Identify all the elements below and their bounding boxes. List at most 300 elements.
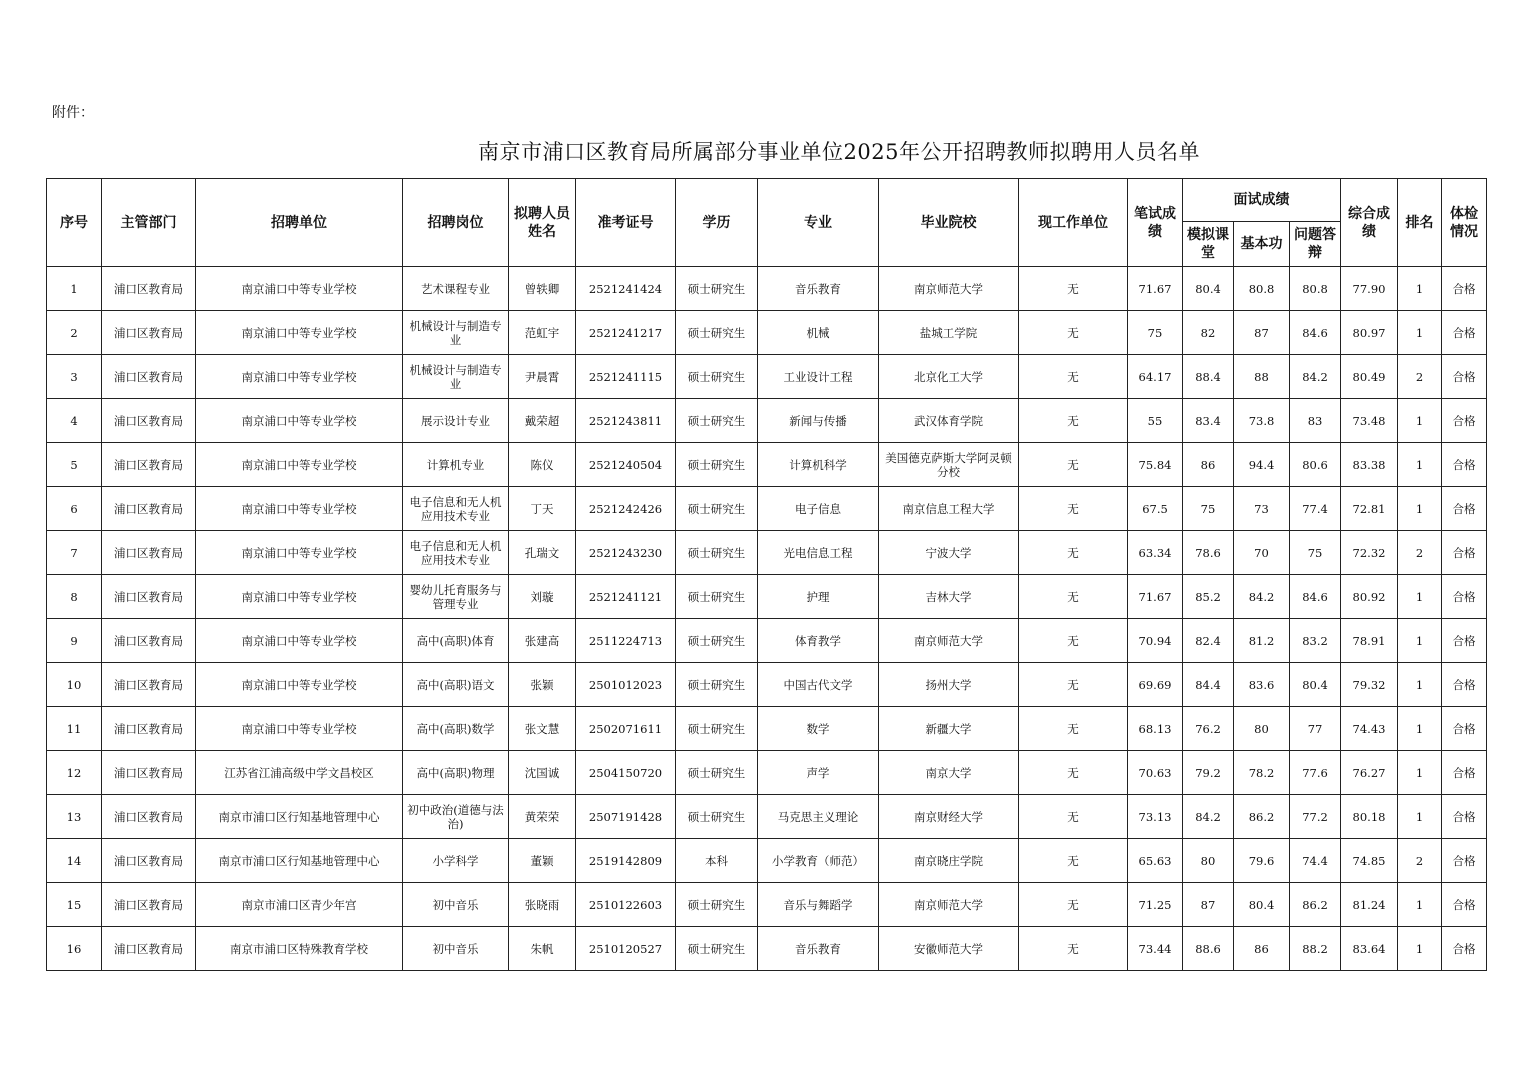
cell-medical: 合格: [1442, 487, 1487, 531]
cell-exam-no: 2511224713: [576, 619, 676, 663]
cell-medical: 合格: [1442, 663, 1487, 707]
cell-unit: 南京浦口中等专业学校: [196, 311, 403, 355]
cell-written: 68.13: [1128, 707, 1183, 751]
cell-unit: 南京浦口中等专业学校: [196, 663, 403, 707]
cell-department: 浦口区教育局: [102, 267, 196, 311]
cell-unit: 南京浦口中等专业学校: [196, 619, 403, 663]
cell-exam-no: 2507191428: [576, 795, 676, 839]
cell-education: 硕士研究生: [676, 355, 758, 399]
cell-position: 高中(高职)数学: [403, 707, 509, 751]
cell-position: 初中音乐: [403, 883, 509, 927]
header-basic: 基本功: [1234, 222, 1290, 267]
cell-mock-class: 76.2: [1183, 707, 1234, 751]
cell-position: 机械设计与制造专业: [403, 311, 509, 355]
cell-employer: 无: [1019, 311, 1128, 355]
cell-school: 盐城工学院: [879, 311, 1019, 355]
cell-position: 高中(高职)物理: [403, 751, 509, 795]
cell-written: 67.5: [1128, 487, 1183, 531]
cell-mock-class: 88.4: [1183, 355, 1234, 399]
cell-major: 机械: [758, 311, 879, 355]
cell-mock-class: 75: [1183, 487, 1234, 531]
table-row: [47, 399, 1487, 443]
cell-qa: 84.6: [1290, 311, 1341, 355]
header-school: 毕业院校: [879, 179, 1019, 267]
cell-major: 音乐教育: [758, 267, 879, 311]
cell-medical: 合格: [1442, 751, 1487, 795]
cell-mock-class: 80: [1183, 839, 1234, 883]
cell-major: 马克思主义理论: [758, 795, 879, 839]
cell-total: 83.64: [1341, 927, 1398, 971]
cell-written: 65.63: [1128, 839, 1183, 883]
table-row: [47, 795, 1487, 839]
cell-exam-no: 2521243230: [576, 531, 676, 575]
cell-school: 南京大学: [879, 751, 1019, 795]
cell-rank: 1: [1398, 443, 1442, 487]
cell-mock-class: 84.2: [1183, 795, 1234, 839]
cell-index: 13: [47, 795, 102, 839]
cell-rank: 1: [1398, 927, 1442, 971]
cell-department: 浦口区教育局: [102, 663, 196, 707]
cell-qa: 77.2: [1290, 795, 1341, 839]
cell-written: 75.84: [1128, 443, 1183, 487]
table-row: [47, 751, 1487, 795]
cell-employer: 无: [1019, 575, 1128, 619]
cell-unit: 南京浦口中等专业学校: [196, 267, 403, 311]
cell-index: 15: [47, 883, 102, 927]
cell-department: 浦口区教育局: [102, 619, 196, 663]
table-row: [47, 575, 1487, 619]
cell-school: 南京师范大学: [879, 883, 1019, 927]
cell-total: 72.81: [1341, 487, 1398, 531]
header-total: 综合成绩: [1341, 179, 1398, 267]
cell-total: 80.97: [1341, 311, 1398, 355]
cell-name: 戴荣超: [509, 399, 576, 443]
cell-department: 浦口区教育局: [102, 707, 196, 751]
cell-written: 75: [1128, 311, 1183, 355]
cell-medical: 合格: [1442, 795, 1487, 839]
header-education: 学历: [676, 179, 758, 267]
cell-major: 音乐教育: [758, 927, 879, 971]
header-medical: 体检情况: [1442, 179, 1487, 267]
cell-basic: 88: [1234, 355, 1290, 399]
cell-education: 硕士研究生: [676, 443, 758, 487]
cell-medical: 合格: [1442, 927, 1487, 971]
cell-employer: 无: [1019, 487, 1128, 531]
cell-mock-class: 85.2: [1183, 575, 1234, 619]
cell-employer: 无: [1019, 267, 1128, 311]
cell-qa: 84.2: [1290, 355, 1341, 399]
cell-index: 5: [47, 443, 102, 487]
cell-mock-class: 86: [1183, 443, 1234, 487]
cell-department: 浦口区教育局: [102, 399, 196, 443]
cell-index: 3: [47, 355, 102, 399]
cell-education: 硕士研究生: [676, 795, 758, 839]
cell-name: 沈国诚: [509, 751, 576, 795]
cell-basic: 80.8: [1234, 267, 1290, 311]
cell-unit: 南京浦口中等专业学校: [196, 487, 403, 531]
cell-unit: 南京浦口中等专业学校: [196, 399, 403, 443]
cell-index: 7: [47, 531, 102, 575]
cell-rank: 1: [1398, 399, 1442, 443]
cell-department: 浦口区教育局: [102, 487, 196, 531]
header-employer: 现工作单位: [1019, 179, 1128, 267]
cell-rank: 2: [1398, 839, 1442, 883]
cell-written: 70.63: [1128, 751, 1183, 795]
cell-basic: 86.2: [1234, 795, 1290, 839]
cell-medical: 合格: [1442, 575, 1487, 619]
cell-total: 80.18: [1341, 795, 1398, 839]
cell-employer: 无: [1019, 355, 1128, 399]
cell-name: 尹晨霄: [509, 355, 576, 399]
cell-total: 76.27: [1341, 751, 1398, 795]
header-interview: 面试成绩: [1183, 179, 1341, 222]
cell-exam-no: 2521242426: [576, 487, 676, 531]
cell-employer: 无: [1019, 619, 1128, 663]
page-title-text: 南京市浦口区教育局所属部分事业单位2025年公开招聘教师拟聘用人员名单: [478, 140, 1200, 164]
cell-major: 新闻与传播: [758, 399, 879, 443]
cell-employer: 无: [1019, 399, 1128, 443]
table-row: [47, 927, 1487, 971]
cell-medical: 合格: [1442, 839, 1487, 883]
cell-employer: 无: [1019, 883, 1128, 927]
table-row: [47, 443, 1487, 487]
cell-school: 安徽师范大学: [879, 927, 1019, 971]
cell-total: 72.32: [1341, 531, 1398, 575]
page-title: [0, 136, 1528, 166]
cell-department: 浦口区教育局: [102, 311, 196, 355]
cell-qa: 80.4: [1290, 663, 1341, 707]
cell-total: 81.24: [1341, 883, 1398, 927]
cell-mock-class: 82: [1183, 311, 1234, 355]
cell-written: 71.67: [1128, 575, 1183, 619]
cell-position: 初中音乐: [403, 927, 509, 971]
cell-basic: 73.8: [1234, 399, 1290, 443]
cell-medical: 合格: [1442, 311, 1487, 355]
cell-major: 音乐与舞蹈学: [758, 883, 879, 927]
cell-position: 初中政治(道德与法治): [403, 795, 509, 839]
table-row: [47, 531, 1487, 575]
cell-name: 曾轶卿: [509, 267, 576, 311]
cell-total: 77.90: [1341, 267, 1398, 311]
cell-exam-no: 2521241424: [576, 267, 676, 311]
cell-employer: 无: [1019, 531, 1128, 575]
cell-school: 扬州大学: [879, 663, 1019, 707]
header-index: 序号: [47, 179, 102, 267]
cell-index: 14: [47, 839, 102, 883]
cell-department: 浦口区教育局: [102, 795, 196, 839]
cell-position: 婴幼儿托育服务与管理专业: [403, 575, 509, 619]
cell-rank: 1: [1398, 751, 1442, 795]
cell-qa: 84.6: [1290, 575, 1341, 619]
cell-name: 刘璇: [509, 575, 576, 619]
cell-basic: 79.6: [1234, 839, 1290, 883]
cell-name: 张颖: [509, 663, 576, 707]
cell-employer: 无: [1019, 663, 1128, 707]
cell-school: 武汉体育学院: [879, 399, 1019, 443]
cell-name: 陈仪: [509, 443, 576, 487]
cell-name: 张晓雨: [509, 883, 576, 927]
roster-body: [47, 267, 1487, 971]
cell-unit: 南京浦口中等专业学校: [196, 443, 403, 487]
cell-qa: 88.2: [1290, 927, 1341, 971]
cell-position: 机械设计与制造专业: [403, 355, 509, 399]
cell-total: 78.91: [1341, 619, 1398, 663]
table-row: [47, 487, 1487, 531]
cell-exam-no: 2521240504: [576, 443, 676, 487]
cell-written: 71.67: [1128, 267, 1183, 311]
cell-unit: 南京浦口中等专业学校: [196, 531, 403, 575]
cell-mock-class: 84.4: [1183, 663, 1234, 707]
cell-education: 硕士研究生: [676, 531, 758, 575]
cell-department: 浦口区教育局: [102, 839, 196, 883]
cell-exam-no: 2521241217: [576, 311, 676, 355]
header-row-top: [47, 179, 1487, 222]
cell-education: 硕士研究生: [676, 663, 758, 707]
cell-written: 69.69: [1128, 663, 1183, 707]
cell-department: 浦口区教育局: [102, 443, 196, 487]
cell-medical: 合格: [1442, 399, 1487, 443]
cell-basic: 80: [1234, 707, 1290, 751]
cell-written: 71.25: [1128, 883, 1183, 927]
cell-rank: 1: [1398, 311, 1442, 355]
cell-total: 74.85: [1341, 839, 1398, 883]
cell-major: 中国古代文学: [758, 663, 879, 707]
cell-major: 光电信息工程: [758, 531, 879, 575]
cell-unit: 南京市浦口区行知基地管理中心: [196, 795, 403, 839]
cell-department: 浦口区教育局: [102, 751, 196, 795]
cell-index: 2: [47, 311, 102, 355]
cell-education: 硕士研究生: [676, 927, 758, 971]
cell-employer: 无: [1019, 927, 1128, 971]
cell-written: 73.44: [1128, 927, 1183, 971]
header-mock-class: 模拟课堂: [1183, 222, 1234, 267]
cell-name: 黄荣荣: [509, 795, 576, 839]
cell-written: 64.17: [1128, 355, 1183, 399]
cell-unit: 南京浦口中等专业学校: [196, 575, 403, 619]
cell-education: 硕士研究生: [676, 487, 758, 531]
cell-education: 硕士研究生: [676, 575, 758, 619]
cell-exam-no: 2504150720: [576, 751, 676, 795]
cell-education: 硕士研究生: [676, 267, 758, 311]
cell-unit: 南京浦口中等专业学校: [196, 355, 403, 399]
cell-medical: 合格: [1442, 883, 1487, 927]
cell-name: 朱帆: [509, 927, 576, 971]
header-name: 拟聘人员姓名: [509, 179, 576, 267]
cell-mock-class: 87: [1183, 883, 1234, 927]
cell-school: 南京师范大学: [879, 619, 1019, 663]
cell-exam-no: 2501012023: [576, 663, 676, 707]
cell-position: 高中(高职)语文: [403, 663, 509, 707]
cell-school: 北京化工大学: [879, 355, 1019, 399]
cell-exam-no: 2521243811: [576, 399, 676, 443]
cell-basic: 83.6: [1234, 663, 1290, 707]
cell-school: 南京财经大学: [879, 795, 1019, 839]
cell-department: 浦口区教育局: [102, 531, 196, 575]
cell-name: 丁天: [509, 487, 576, 531]
cell-basic: 87: [1234, 311, 1290, 355]
cell-qa: 75: [1290, 531, 1341, 575]
cell-written: 73.13: [1128, 795, 1183, 839]
cell-unit: 江苏省江浦高级中学文昌校区: [196, 751, 403, 795]
cell-index: 4: [47, 399, 102, 443]
cell-rank: 1: [1398, 619, 1442, 663]
cell-medical: 合格: [1442, 619, 1487, 663]
cell-department: 浦口区教育局: [102, 575, 196, 619]
cell-school: 美国德克萨斯大学阿灵顿分校: [879, 443, 1019, 487]
table-row: [47, 707, 1487, 751]
cell-basic: 81.2: [1234, 619, 1290, 663]
cell-qa: 77.4: [1290, 487, 1341, 531]
cell-mock-class: 79.2: [1183, 751, 1234, 795]
cell-position: 电子信息和无人机应用技术专业: [403, 531, 509, 575]
cell-name: 孔瑞文: [509, 531, 576, 575]
cell-index: 10: [47, 663, 102, 707]
cell-exam-no: 2510122603: [576, 883, 676, 927]
cell-index: 8: [47, 575, 102, 619]
cell-major: 护理: [758, 575, 879, 619]
cell-basic: 94.4: [1234, 443, 1290, 487]
cell-total: 79.32: [1341, 663, 1398, 707]
cell-qa: 74.4: [1290, 839, 1341, 883]
cell-total: 73.48: [1341, 399, 1398, 443]
cell-exam-no: 2521241115: [576, 355, 676, 399]
cell-employer: 无: [1019, 795, 1128, 839]
cell-employer: 无: [1019, 443, 1128, 487]
cell-medical: 合格: [1442, 707, 1487, 751]
cell-mock-class: 88.6: [1183, 927, 1234, 971]
cell-basic: 78.2: [1234, 751, 1290, 795]
table-row: [47, 883, 1487, 927]
cell-exam-no: 2519142809: [576, 839, 676, 883]
cell-school: 南京晓庄学院: [879, 839, 1019, 883]
cell-employer: 无: [1019, 751, 1128, 795]
cell-major: 声学: [758, 751, 879, 795]
cell-education: 硕士研究生: [676, 311, 758, 355]
cell-basic: 84.2: [1234, 575, 1290, 619]
cell-department: 浦口区教育局: [102, 883, 196, 927]
table-row: [47, 267, 1487, 311]
header-position: 招聘岗位: [403, 179, 509, 267]
cell-unit: 南京市浦口区特殊教育学校: [196, 927, 403, 971]
cell-school: 新疆大学: [879, 707, 1019, 751]
cell-unit: 南京市浦口区青少年宫: [196, 883, 403, 927]
attachment-label: 附件：: [52, 105, 94, 121]
cell-medical: 合格: [1442, 443, 1487, 487]
cell-major: 计算机科学: [758, 443, 879, 487]
cell-position: 高中(高职)体育: [403, 619, 509, 663]
cell-medical: 合格: [1442, 267, 1487, 311]
cell-education: 本科: [676, 839, 758, 883]
cell-position: 展示设计专业: [403, 399, 509, 443]
cell-written: 55: [1128, 399, 1183, 443]
cell-index: 12: [47, 751, 102, 795]
cell-department: 浦口区教育局: [102, 355, 196, 399]
cell-education: 硕士研究生: [676, 883, 758, 927]
cell-rank: 1: [1398, 795, 1442, 839]
cell-rank: 1: [1398, 663, 1442, 707]
cell-qa: 77: [1290, 707, 1341, 751]
cell-unit: 南京市浦口区行知基地管理中心: [196, 839, 403, 883]
cell-index: 11: [47, 707, 102, 751]
cell-basic: 73: [1234, 487, 1290, 531]
cell-total: 74.43: [1341, 707, 1398, 751]
cell-qa: 80.6: [1290, 443, 1341, 487]
cell-employer: 无: [1019, 839, 1128, 883]
cell-exam-no: 2521241121: [576, 575, 676, 619]
cell-basic: 70: [1234, 531, 1290, 575]
cell-name: 张文慧: [509, 707, 576, 751]
cell-qa: 86.2: [1290, 883, 1341, 927]
cell-major: 数学: [758, 707, 879, 751]
cell-medical: 合格: [1442, 355, 1487, 399]
cell-school: 南京信息工程大学: [879, 487, 1019, 531]
cell-qa: 83: [1290, 399, 1341, 443]
cell-mock-class: 82.4: [1183, 619, 1234, 663]
cell-index: 9: [47, 619, 102, 663]
cell-exam-no: 2502071611: [576, 707, 676, 751]
cell-name: 董颖: [509, 839, 576, 883]
cell-position: 计算机专业: [403, 443, 509, 487]
header-qa: 问题答辩: [1290, 222, 1341, 267]
table-row: [47, 839, 1487, 883]
cell-name: 范虹宇: [509, 311, 576, 355]
header-rank: 排名: [1398, 179, 1442, 267]
cell-employer: 无: [1019, 707, 1128, 751]
cell-rank: 2: [1398, 531, 1442, 575]
cell-education: 硕士研究生: [676, 399, 758, 443]
cell-position: 艺术课程专业: [403, 267, 509, 311]
table-row: [47, 663, 1487, 707]
cell-rank: 1: [1398, 575, 1442, 619]
header-department: 主管部门: [102, 179, 196, 267]
cell-qa: 77.6: [1290, 751, 1341, 795]
cell-education: 硕士研究生: [676, 707, 758, 751]
cell-name: 张建高: [509, 619, 576, 663]
cell-education: 硕士研究生: [676, 751, 758, 795]
cell-basic: 86: [1234, 927, 1290, 971]
cell-rank: 1: [1398, 267, 1442, 311]
cell-written: 63.34: [1128, 531, 1183, 575]
cell-rank: 1: [1398, 707, 1442, 751]
header-unit: 招聘单位: [196, 179, 403, 267]
cell-total: 83.38: [1341, 443, 1398, 487]
cell-exam-no: 2510120527: [576, 927, 676, 971]
cell-rank: 1: [1398, 487, 1442, 531]
hiring-roster-table: [46, 178, 1487, 971]
cell-major: 工业设计工程: [758, 355, 879, 399]
cell-rank: 2: [1398, 355, 1442, 399]
table-row: [47, 311, 1487, 355]
table-row: [47, 355, 1487, 399]
cell-department: 浦口区教育局: [102, 927, 196, 971]
cell-index: 1: [47, 267, 102, 311]
header-exam-no: 准考证号: [576, 179, 676, 267]
cell-qa: 80.8: [1290, 267, 1341, 311]
cell-position: 小学科学: [403, 839, 509, 883]
cell-major: 小学教育（师范）: [758, 839, 879, 883]
cell-major: 电子信息: [758, 487, 879, 531]
cell-school: 宁波大学: [879, 531, 1019, 575]
cell-school: 吉林大学: [879, 575, 1019, 619]
cell-written: 70.94: [1128, 619, 1183, 663]
header-written: 笔试成绩: [1128, 179, 1183, 267]
cell-index: 16: [47, 927, 102, 971]
cell-rank: 1: [1398, 883, 1442, 927]
cell-school: 南京师范大学: [879, 267, 1019, 311]
cell-mock-class: 80.4: [1183, 267, 1234, 311]
cell-index: 6: [47, 487, 102, 531]
cell-unit: 南京浦口中等专业学校: [196, 707, 403, 751]
